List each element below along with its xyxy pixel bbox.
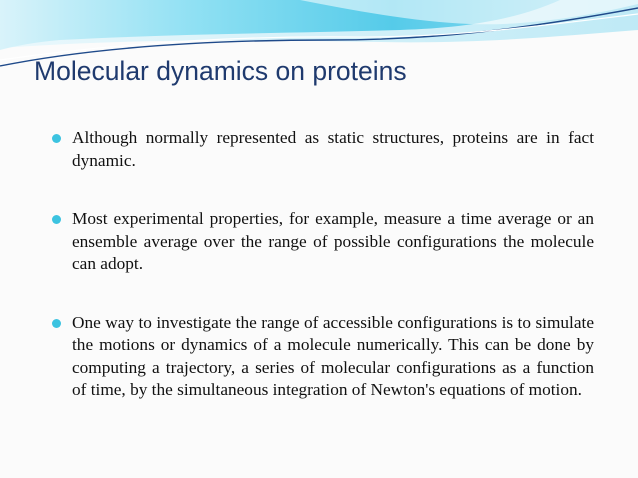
- bullet-text: Although normally represented as static structures, proteins are in fact dynamic.: [72, 128, 594, 170]
- bullet-dot-icon: [52, 215, 61, 224]
- bullet-item: [50, 127, 594, 172]
- bullet-dot-icon: [52, 134, 61, 143]
- bullet-text: One way to investigate the range of accessible configurations is to simulate the motions or dynamics of a molecule numerically. This can be done by computing a trajectory, a series of molecular configurations as a function of time, by the simultaneous integration of Newton's equations of motion.: [72, 312, 594, 399]
- bullet-list: [50, 127, 594, 402]
- slide-title: Molecular dynamics on proteins: [34, 56, 407, 86]
- bullet-item: [50, 208, 594, 276]
- bullet-text: Most experimental properties, for example, measure a time average or an ensemble average over the range of possible configurations the molecule can adopt.: [72, 209, 594, 273]
- bullet-item: [50, 312, 594, 402]
- bullet-dot-icon: [52, 319, 61, 328]
